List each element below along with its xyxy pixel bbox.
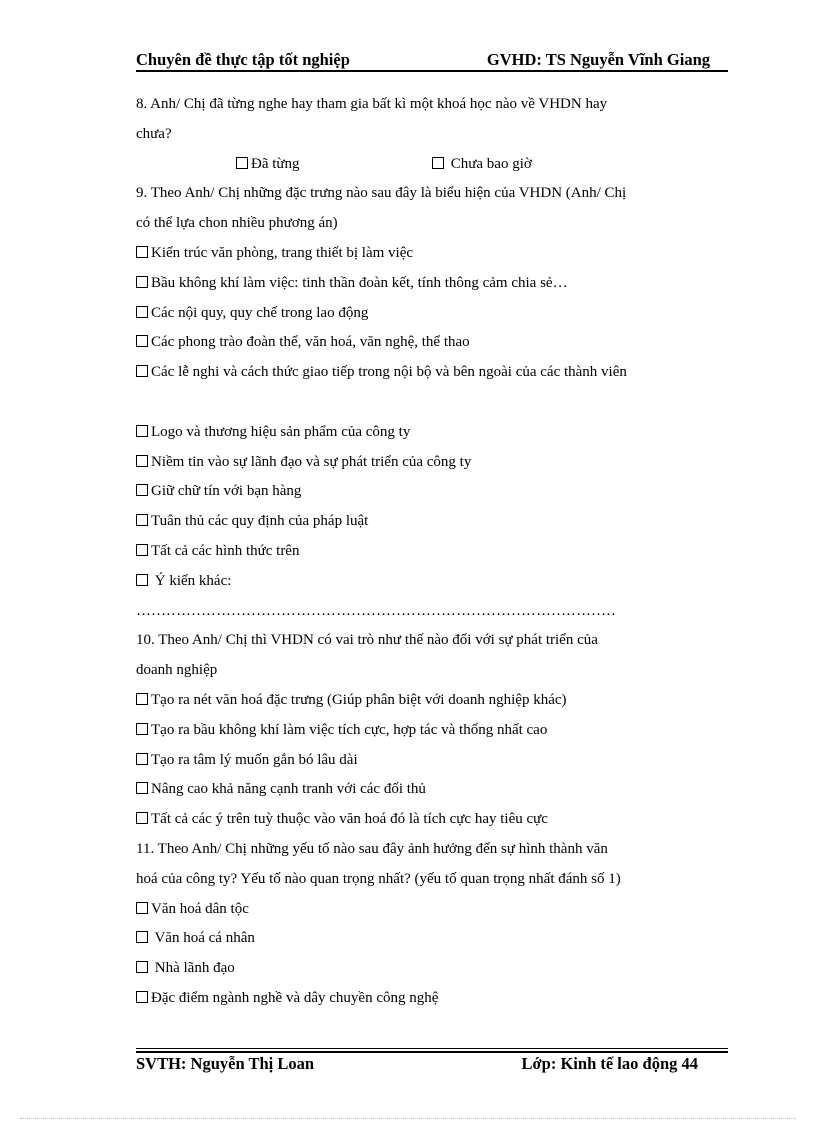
checkbox-icon[interactable] — [136, 753, 148, 765]
checkbox-icon[interactable] — [136, 455, 148, 467]
footer-student: SVTH: Nguyễn Thị Loan — [136, 1054, 315, 1073]
checkbox-icon[interactable] — [236, 157, 248, 169]
checkbox-icon[interactable] — [136, 484, 148, 496]
q9-option[interactable]: Kiến trúc văn phòng, trang thiết bị làm việc — [136, 239, 726, 269]
checkbox-icon[interactable] — [136, 782, 148, 794]
checkbox-icon[interactable] — [136, 335, 148, 347]
q10-text-line-1: 10. Theo Anh/ Chị thì VHDN có vai trò như thế nào đối với sự phát triển của — [136, 632, 598, 649]
q10-option[interactable]: Tạo ra nét văn hoá đặc trưng (Giúp phân biệt với doanh nghiệp khác) — [136, 686, 726, 716]
blank-line — [136, 388, 726, 418]
checkbox-icon[interactable] — [136, 306, 148, 318]
q9-option[interactable]: Niềm tin vào sự lãnh đạo và sự phát triển của công ty — [136, 448, 726, 478]
checkbox-icon[interactable] — [136, 425, 148, 437]
q9-text-line-2: có thể lựa chon nhiều phương án) — [136, 215, 338, 232]
q10-option[interactable]: Tất cả các ý trên tuỳ thuộc vào văn hoá đó là tích cực hay tiêu cực — [136, 805, 726, 835]
q11-option[interactable]: Văn hoá cá nhân — [136, 924, 726, 954]
footer-rule — [136, 1048, 728, 1049]
q9-option[interactable]: Các phong trào đoàn thể, văn hoá, văn nghệ, thể thao — [136, 328, 726, 358]
page-footer — [136, 1054, 728, 1080]
footer-class: Lớp: Kinh tế lao động 44 — [521, 1054, 698, 1073]
q9-option[interactable]: Tất cả các hình thức trên — [136, 537, 726, 567]
q11-text-line-2: hoá của công ty? Yếu tố nào quan trọng nhất? (yếu tố quan trọng nhất đánh số 1) — [136, 870, 621, 887]
checkbox-icon[interactable] — [136, 514, 148, 526]
q10-option[interactable]: Tạo ra tâm lý muốn gắn bó lâu dài — [136, 746, 726, 776]
q11-option[interactable]: Văn hoá dân tộc — [136, 895, 726, 925]
checkbox-icon[interactable] — [136, 365, 148, 377]
header-supervisor: GVHD: TS Nguyễn Vĩnh Giang — [486, 50, 710, 69]
q9-other-answer-line[interactable]: …………………………………………………………………………………… — [136, 602, 616, 619]
q11-option[interactable]: Đặc điểm ngành nghề và dây chuyền công nghệ — [136, 984, 726, 1014]
q11-text-line-1: 11. Theo Anh/ Chị những yếu tố nào sau đây ảnh hưởng đến sự hình thành văn — [136, 840, 608, 857]
checkbox-icon[interactable] — [136, 991, 148, 1003]
checkbox-icon[interactable] — [136, 574, 148, 586]
q9-option[interactable]: Logo và thương hiệu sản phẩm của công ty — [136, 418, 726, 448]
checkbox-icon[interactable] — [136, 276, 148, 288]
q8-text-line-2: chưa? — [136, 125, 172, 142]
q8-option-yes[interactable]: Đã từng — [236, 150, 300, 180]
q9-option-other[interactable]: Ý kiến khác: — [136, 567, 726, 597]
checkbox-icon[interactable] — [136, 246, 148, 258]
q9-option[interactable]: Các lễ nghi và cách thức giao tiếp trong nội bộ và bên ngoài của các thành viên — [136, 358, 726, 388]
checkbox-icon[interactable] — [136, 961, 148, 973]
q11-option[interactable]: Nhà lãnh đạo — [136, 954, 726, 984]
q8-text-line-1: 8. Anh/ Chị đã từng nghe hay tham gia bất kì một khoá học nào về VHDN hay — [136, 96, 608, 112]
checkbox-icon[interactable] — [432, 157, 444, 169]
checkbox-icon[interactable] — [136, 544, 148, 556]
checkbox-icon[interactable] — [136, 902, 148, 914]
q9-text-line-1: 9. Theo Anh/ Chị những đặc trưng nào sau đây là biểu hiện của VHDN (Anh/ Chị — [136, 185, 627, 202]
q10-option[interactable]: Tạo ra bầu không khí làm việc tích cực, hợp tác và thống nhất cao — [136, 716, 726, 746]
header-rule — [136, 70, 728, 72]
q9-option[interactable]: Bầu không khí làm việc: tinh thần đoàn kết, tính thông cảm chia sẻ… — [136, 269, 726, 299]
q9-option[interactable]: Giữ chữ tín với bạn hàng — [136, 477, 726, 507]
checkbox-icon[interactable] — [136, 693, 148, 705]
q9-option[interactable]: Tuân thủ các quy định của pháp luật — [136, 507, 726, 537]
q9-option[interactable]: Các nội quy, quy chế trong lao động — [136, 299, 726, 329]
q8-options — [136, 150, 726, 180]
q10-text-line-2: doanh nghiệp — [136, 662, 218, 679]
q8-option-no[interactable]: Chưa bao giờ — [432, 150, 532, 180]
checkbox-icon[interactable] — [136, 931, 148, 943]
page-header — [136, 46, 728, 72]
page-bottom-border — [20, 1118, 796, 1119]
checkbox-icon[interactable] — [136, 812, 148, 824]
header-title: Chuyên đề thực tập tốt nghiệp — [136, 50, 350, 69]
survey-content — [136, 90, 726, 1014]
checkbox-icon[interactable] — [136, 723, 148, 735]
q10-option[interactable]: Nâng cao khả năng cạnh tranh với các đối thủ — [136, 775, 726, 805]
footer-rule-double — [136, 1051, 728, 1053]
